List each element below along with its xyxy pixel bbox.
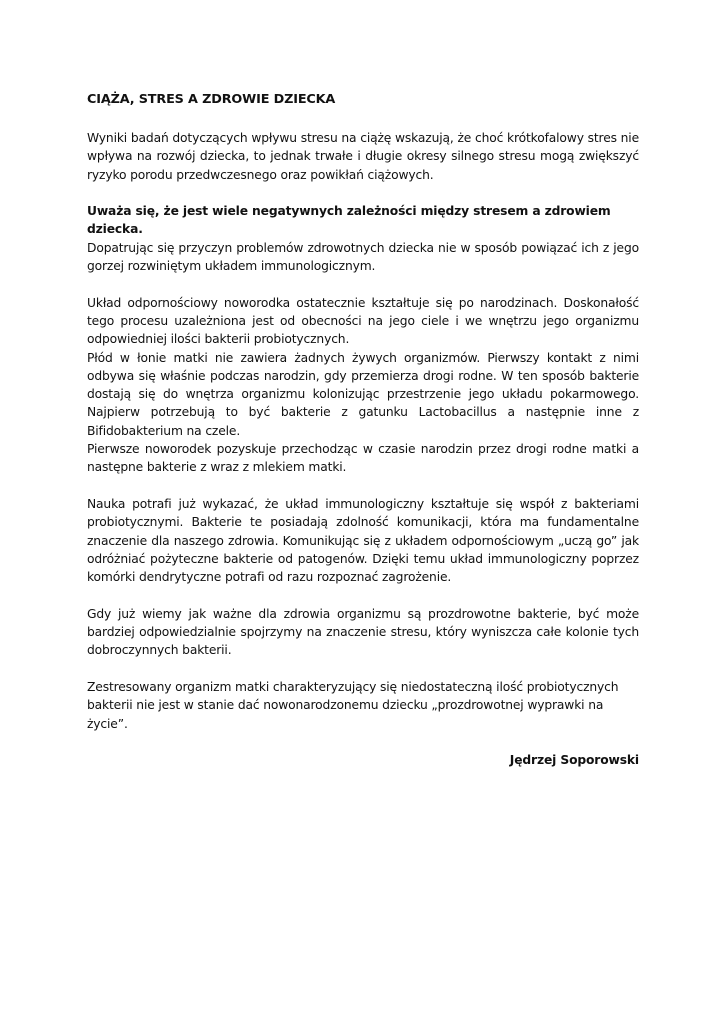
document-body (87, 91, 639, 769)
paragraph-lead-bold: Uważa się, że jest wiele negatywnych zależności między stresem a zdrowiem dziecka. (87, 204, 611, 237)
paragraph-newborn: Pierwsze noworodek pozyskuje przechodząc w czasie narodzin przez drogi rodne matki a następne bakterie z wraz z mlekiem matki. (87, 442, 639, 475)
paragraph-science: Nauka potrafi już wykazać, że układ immunologiczny kształtuje się współ z bakteriami probiotycznymi. Bakterie te posiadają zdolność komunikacji, która ma fundamentalne znaczenie dla naszego zdrowia. Komunikując się z układem odpornościowym „uczą go” jak odróżniać pożyteczne bakterie od patogenów. Dzięki temu układ immunologiczny poprzez komórki dendrytyczne potrafi od razu rozpoznać zagrożenie. (87, 496, 639, 585)
paragraph-stress: Gdy już wiemy jak ważne dla zdrowia organizmu są prozdrowotne bakterie, być może bardziej odpowiedzialnie spojrzymy na znaczenie stresu, który wyniszcza całe kolonie tych dobroczynnych bakterii. (87, 606, 639, 658)
paragraph-immune-system: Układ odpornościowy noworodka ostatecznie kształtuje się po narodzinach. Doskonałość tego procesu uzależniona jest od obecności na jego ciele i we wnętrzu jego organizmu odpowiedniej ilości bakterii probiotycznych. (87, 295, 639, 347)
author-signature: Jędrzej Soporowski (509, 753, 639, 768)
paragraph-conclusion: Zestresowany organizm matki charakteryzujący się niedostateczną ilość probiotycznych bakterii nie jest w stanie dać nowonarodzonemu dziecku „prozdrowotnej wyprawki na życie”. (87, 679, 619, 731)
paragraph-intro: Wyniki badań dotyczących wpływu stresu na ciążę wskazują, że choć krótkofalowy stres nie wpływa na rozwój dziecka, to jednak trwałe i długie okresy silnego stresu mogą zwiększyć ryzyko porodu przedwczesnego oraz powikłań ciążowych. (87, 131, 639, 182)
paragraph-health: Dopatrując się przyczyn problemów zdrowotnych dziecka nie w sposób powiązać ich z jego gorzej rozwiniętym układem immunologicznym. (87, 240, 639, 274)
paragraph-fetus: Płód w łonie matki nie zawiera żadnych żywych organizmów. Pierwszy kontakt z nimi odbywa się właśnie podczas narodzin, gdy przemierza drogi rodne. W ten sposób bakterie dostają się do wnętrza organizmu kolonizując przestrzenie jego układu pokarmowego. Najpierw potrzebują to być bakterie z gatunku Lactobacillus a następnie inne z Bifidobakterium na czele. (87, 350, 639, 438)
document-title: CIĄŻA, STRES A ZDROWIE DZIECKA (87, 92, 336, 107)
